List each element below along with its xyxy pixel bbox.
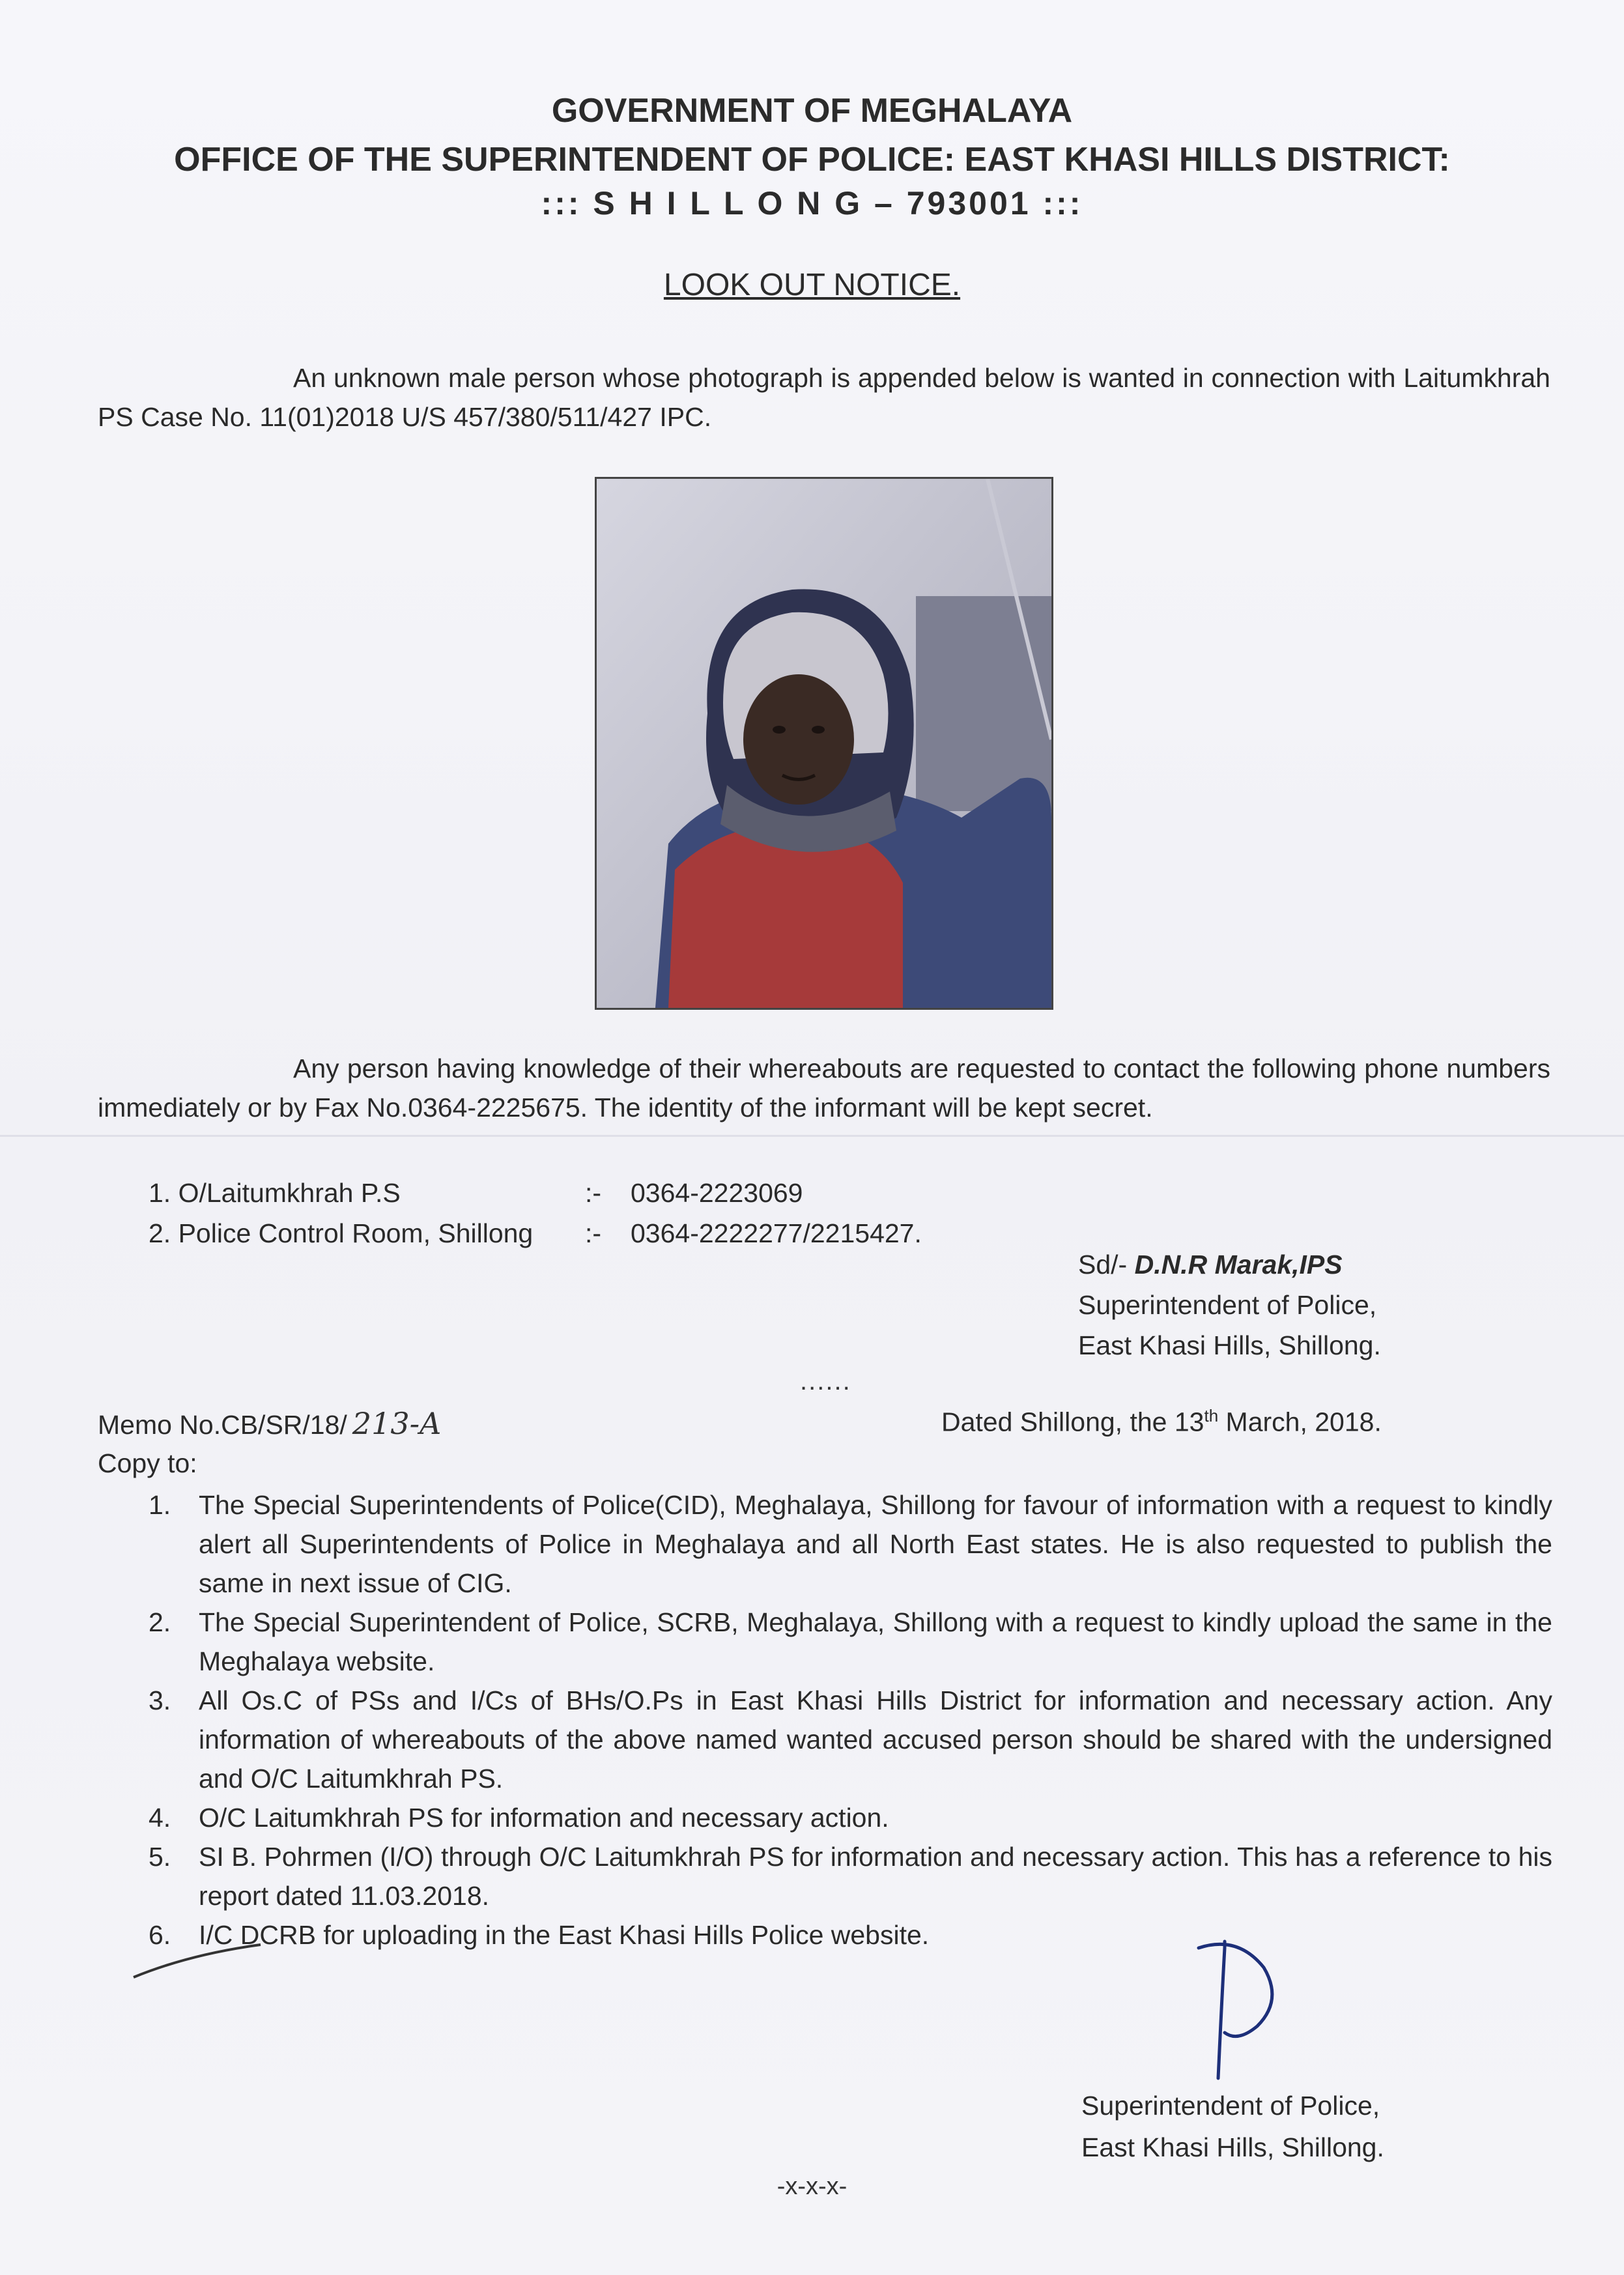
date-suffix: March, 2018. xyxy=(1218,1407,1382,1437)
contact-label: 1. O/Laitumkhrah P.S xyxy=(149,1178,401,1208)
contact-list xyxy=(149,1173,922,1253)
contact-number: 0364-2223069 xyxy=(631,1178,803,1208)
memo-date xyxy=(941,1406,1382,1438)
list-item-text: All Os.C of PSs and I/Cs of BHs/O.Ps in East Khasi Hills District for information and necessary action. Any information of whereabouts of the above named wanted accused person should be shared with the undersigned and O/C Laitumkhrah PS. xyxy=(199,1685,1552,1794)
separator-dots: ...... xyxy=(800,1367,851,1395)
end-mark: -x-x-x- xyxy=(776,2173,848,2200)
copy-to-label: Copy to: xyxy=(98,1448,197,1478)
list-item xyxy=(149,1798,1552,1837)
list-item xyxy=(149,1915,1552,1954)
list-item-text: SI B. Pohrmen (I/O) through O/C Laitumkhrah PS for information and necessary action. This has a reference to his report dated 11.03.2018. xyxy=(199,1842,1552,1911)
list-item-number: 5. xyxy=(149,1842,171,1872)
intro-paragraph: An unknown male person whose photograph is appended below is wanted in connection with Laitumkhrah PS Case No. 11(01)2018 U/S 457/380/511/427 IPC. xyxy=(98,363,1550,432)
list-item-number: 6. xyxy=(149,1920,171,1950)
handwritten-strike-mark xyxy=(130,1941,274,1981)
contact-row xyxy=(149,1213,922,1253)
closing-title: Superintendent of Police, xyxy=(1081,2091,1380,2121)
list-item xyxy=(149,1603,1552,1681)
wanted-person-photo xyxy=(595,477,1053,1010)
list-item-text: I/C DCRB for uploading in the East Khasi Hills Police website. xyxy=(199,1920,930,1950)
list-item xyxy=(149,1837,1552,1915)
request-paragraph: Any person having knowledge of their whereabouts are requested to contact the following phone numbers immediately or by Fax No.0364-2225675. The identity of the informant will be kept secret. xyxy=(98,1053,1550,1123)
memo-number xyxy=(98,1406,441,1441)
closing-signature xyxy=(1081,2085,1384,2168)
notice-title: LOOK OUT NOTICE. xyxy=(663,268,961,302)
list-item xyxy=(149,1485,1552,1603)
list-item xyxy=(149,1681,1552,1798)
list-item-number: 1. xyxy=(149,1490,171,1520)
memo-label: Memo No.CB/SR/18/ xyxy=(98,1410,347,1440)
paper-fold-line xyxy=(0,1135,1624,1137)
signature-prefix: Sd/- xyxy=(1078,1250,1128,1280)
contact-row xyxy=(149,1173,922,1213)
list-item-number: 4. xyxy=(149,1803,171,1833)
header-government: GOVERNMENT OF MEGHALAYA xyxy=(551,92,1073,130)
signature-block xyxy=(1078,1244,1381,1366)
contact-number: 0364-2222277/2215427. xyxy=(631,1218,922,1248)
date-prefix: Dated Shillong, the 13 xyxy=(941,1407,1204,1437)
signatory-office: East Khasi Hills, Shillong. xyxy=(1078,1330,1381,1360)
contact-separator: :- xyxy=(585,1218,602,1248)
memo-handwritten-number: 213-A xyxy=(352,1406,442,1441)
list-item-number: 2. xyxy=(149,1607,171,1637)
list-item-text: The Special Superintendent of Police, SCRB, Meghalaya, Shillong with a request to kindly upload the same in the Meghalaya website. xyxy=(199,1607,1552,1676)
handwritten-signature xyxy=(1186,1928,1303,2091)
contact-label: 2. Police Control Room, Shillong xyxy=(149,1218,534,1248)
date-ordinal: th xyxy=(1204,1406,1219,1425)
copy-to-list xyxy=(149,1485,1552,1954)
list-item-number: 3. xyxy=(149,1685,171,1715)
header-office: OFFICE OF THE SUPERINTENDENT OF POLICE: EAST KHASI HILLS DISTRICT: xyxy=(174,141,1450,179)
closing-office: East Khasi Hills, Shillong. xyxy=(1081,2132,1384,2162)
list-item-text: O/C Laitumkhrah PS for information and necessary action. xyxy=(199,1803,889,1833)
signatory-name: D.N.R Marak,IPS xyxy=(1134,1250,1343,1280)
signatory-title: Superintendent of Police, xyxy=(1078,1290,1377,1320)
header-city: ::: S H I L L O N G – 793001 ::: xyxy=(541,185,1083,222)
list-item-text: The Special Superintendents of Police(CID), Meghalaya, Shillong for favour of information with a request to kindly alert all Superintendents of Police in Meghalaya and all North East states. He is also requested to publish the same in next issue of CIG. xyxy=(199,1490,1552,1598)
contact-separator: :- xyxy=(585,1178,602,1208)
